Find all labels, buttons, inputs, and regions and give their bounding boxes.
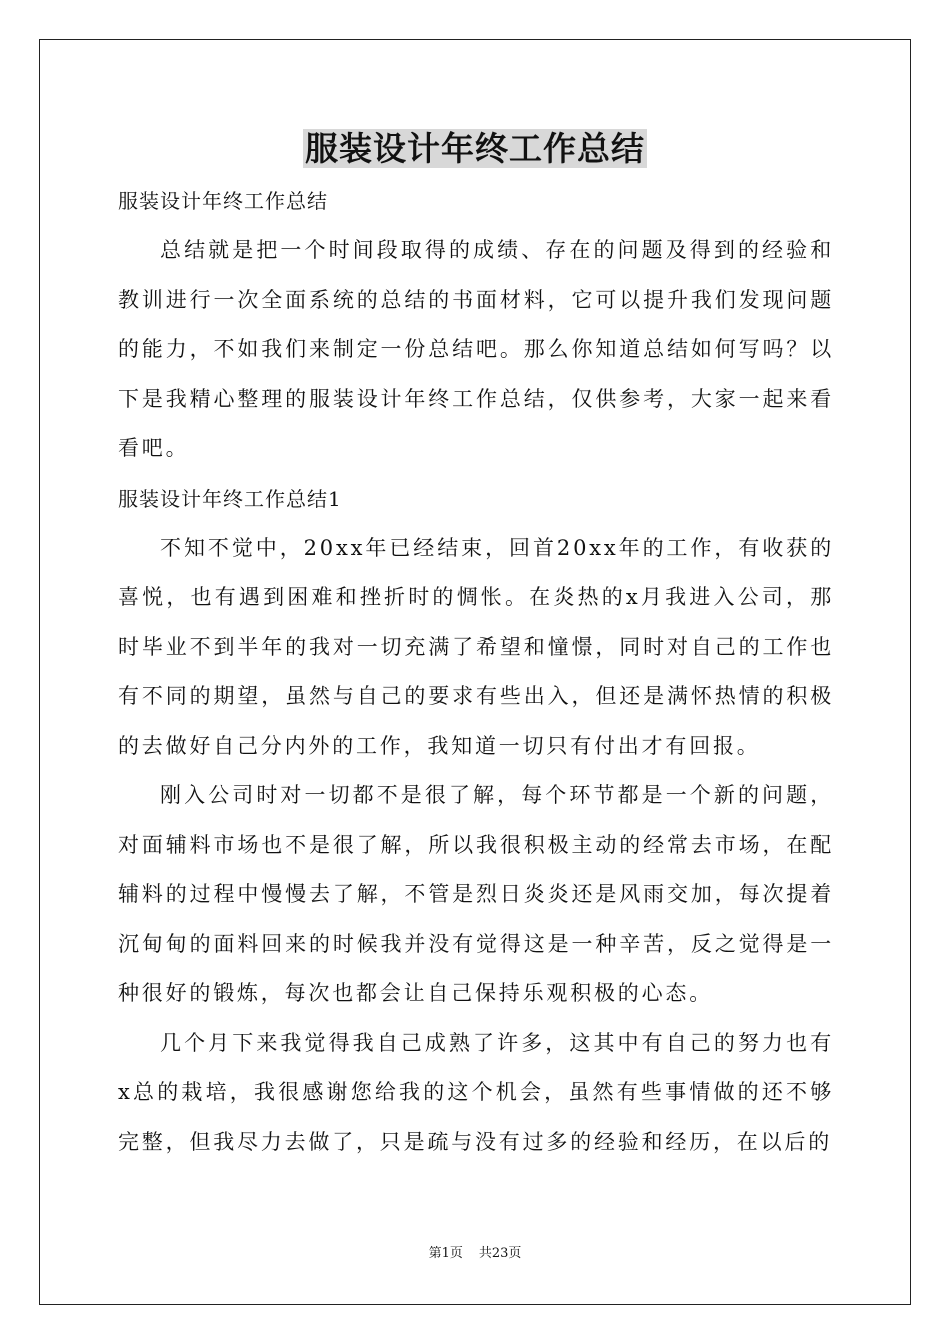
page-total: 共23页 bbox=[478, 1246, 522, 1261]
page-footer bbox=[0, 1244, 950, 1264]
section-heading: 服装设计年终工作总结1 bbox=[118, 486, 342, 511]
document-subtitle: 服装设计年终工作总结 bbox=[118, 189, 328, 213]
document-title-text: 服装设计年终工作总结 bbox=[305, 129, 645, 168]
body-paragraph-3: 几个月下来我觉得我自己成熟了许多，这其中有自己的努力也有x总的栽培，我很感谢您给我的这个机会，虽然有些事情做的还不够完整，但我尽力去做了，只是疏与没有过多的经验和经历，在以后的 bbox=[118, 1030, 834, 1154]
body-paragraph-2: 刚入公司时对一切都不是很了解，每个环节都是一个新的问题，对面辅料市场也不是很了解，所以我很积极主动的经常去市场，在配辅料的过程中慢慢去了解，不管是烈日炎炎还是风雨交加，每次提着沉甸甸的面料回来的时候我并没有觉得这是一种辛苦，反之觉得是一种很好的锻炼，每次也都会让自己保持乐观积极的心态。 bbox=[118, 783, 834, 1005]
page-number: 第1页 bbox=[428, 1246, 463, 1261]
body-paragraph-1: 不知不觉中，20xx年已经结束，回首20xx年的工作，有收获的喜悦，也有遇到困难和挫折时的惆怅。在炎热的x月我进入公司，那时毕业不到半年的我对一切充满了希望和憧憬，同时对自己的工作也有不同的期望，虽然与自己的要求有些出入，但还是满怀热情的积极的去做好自己分内外的工作，我知道一切只有付出才有回报。 bbox=[118, 535, 834, 758]
document-body bbox=[118, 176, 834, 1167]
intro-paragraph: 总结就是把一个时间段取得的成绩、存在的问题及得到的经验和教训进行一次全面系统的总结的书面材料，它可以提升我们发现问题的能力，不如我们来制定一份总结吧。那么你知道总结如何写吗？以下是我精心整理的服装设计年终工作总结，仅供参考，大家一起来看看吧。 bbox=[118, 238, 834, 460]
document-title bbox=[0, 126, 950, 172]
